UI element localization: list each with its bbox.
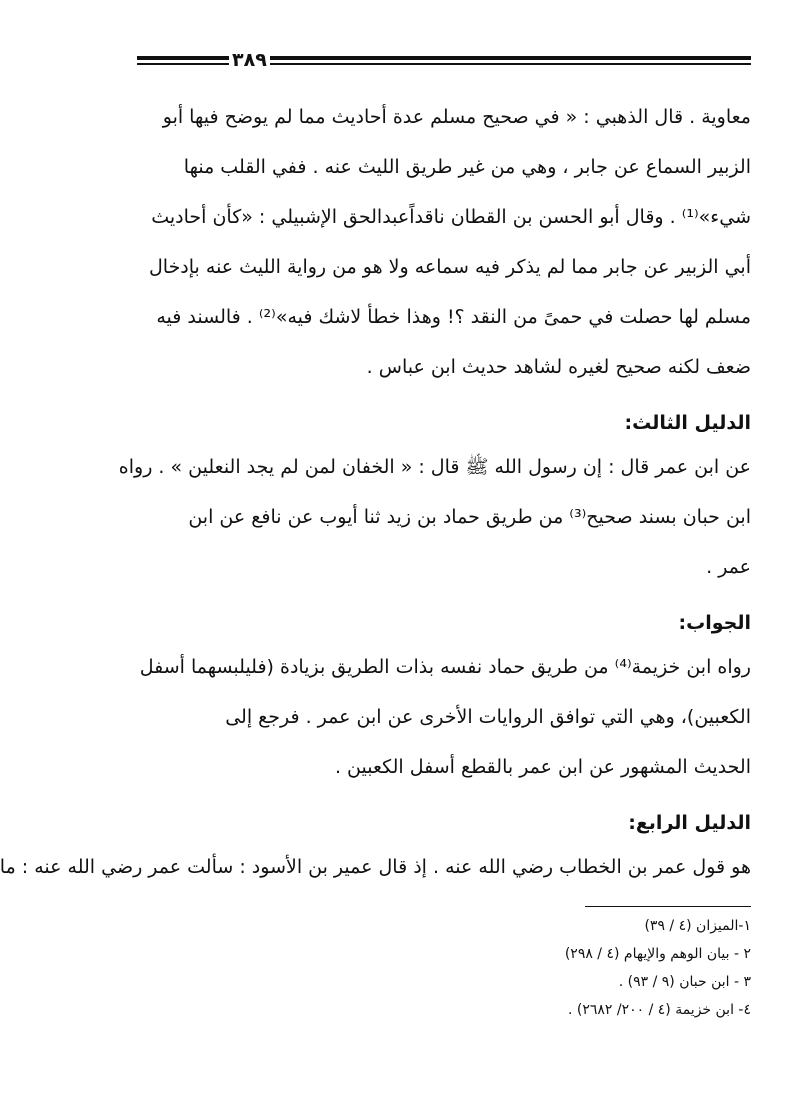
text-line: أبي الزبير عن جابر مما لم يذكر فيه سماعه ولا هو من رواية الليث عنه بإدخال — [148, 256, 751, 278]
text-line: ضعف لكنه صحيح لغيره لشاهد حديث ابن عباس . — [366, 356, 751, 378]
footnote-item: ٤- ابن خزيمة (٤ / ٢٠٠/ ٢٦٨٢) . — [567, 1002, 751, 1018]
text-line: الزبير السماع عن جابر ، وهي من غير طريق الليث عنه . ففي القلب منها — [183, 156, 751, 178]
text-line: الحديث المشهور عن ابن عمر بالقطع أسفل الكعبين . — [334, 756, 751, 778]
header-rule-left — [137, 56, 229, 65]
footnote-item: ٢ - بيان الوهم والإيهام (٤ / ٢٩٨) — [564, 946, 751, 962]
footnote-separator — [585, 906, 751, 907]
text-line: عمر . — [706, 556, 751, 578]
header-rule-right — [270, 56, 751, 65]
text-line: الكعبين)، وهي التي توافق الروايات الأخرى عن ابن عمر . فرجع إلى — [225, 706, 751, 728]
text-line: شيء»⁽¹⁾ . وقال أبو الحسن بن القطان ناقداًعبدالحق الإشبيلي : «كأن أحاديث — [151, 206, 751, 228]
section-heading-third-evidence: الدليل الثالث: — [624, 412, 751, 434]
main-text — [0, 92, 751, 892]
page-number: ٣٨٩ — [232, 49, 267, 71]
section-heading-answer: الجواب: — [678, 612, 751, 634]
text-line: هو قول عمر بن الخطاب رضي الله عنه . إذ قال عمير بن الأسود : سألت عمر رضي الله عنه : ما — [0, 856, 751, 878]
footnote-item: ١-الميزان (٤ / ٣٩) — [644, 918, 751, 934]
text-line: رواه ابن خزيمة⁽⁴⁾ من طريق حماد نفسه بذات الطريق بزيادة (فليلبسهما أسفل — [139, 656, 751, 678]
page-header — [137, 49, 751, 71]
text-line: ابن حبان بسند صحيح⁽³⁾ من طريق حماد بن زيد ثنا أيوب عن نافع عن ابن — [188, 506, 751, 528]
text-line: عن ابن عمر قال : إن رسول الله ﷺ قال : « الخفان لمن لم يجد النعلين » . رواه — [118, 456, 751, 478]
footnote-item: ٣ - ابن حبان (٩ / ٩٣) . — [618, 974, 751, 990]
text-line: مسلم لها حصلت في حمىً من النقد ؟! وهذا خطأ لاشك فيه»⁽²⁾ . فالسند فيه — [156, 306, 751, 328]
section-heading-fourth-evidence: الدليل الرابع: — [628, 812, 751, 834]
text-line: معاوية . قال الذهبي : « في صحيح مسلم عدة أحاديث مما لم يوضح فيها أبو — [162, 106, 751, 128]
footnotes — [391, 912, 751, 1024]
